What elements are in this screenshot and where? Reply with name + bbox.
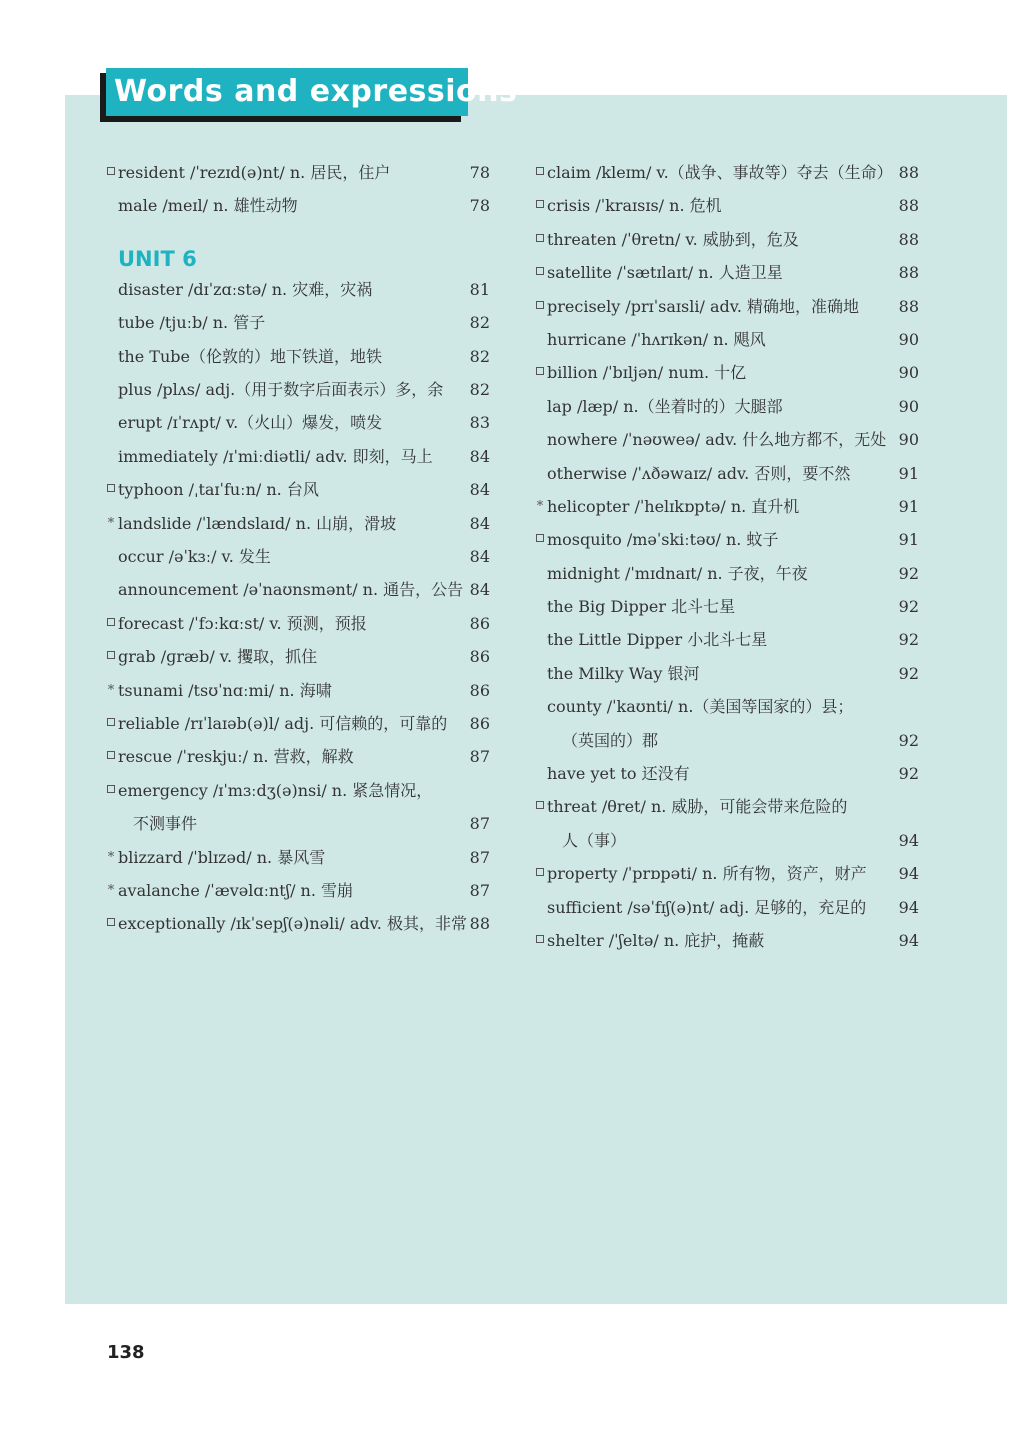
square-marker-icon <box>534 256 546 289</box>
square-marker-icon <box>534 223 546 256</box>
entry-page: 92 <box>898 597 919 617</box>
word-entry-continuation <box>534 724 919 757</box>
entry-text: helicopter /ˈhelɪkɒptə/ n. 直升机 <box>547 496 800 516</box>
word-entry <box>534 657 919 690</box>
entry-page: 92 <box>898 563 919 583</box>
star-marker-icon <box>105 841 117 875</box>
word-entry <box>105 406 490 439</box>
entry-text: rescue /ˈreskjuː/ n. 营救，解救 <box>118 747 354 767</box>
entry-text: billion /ˈbɪljən/ num. 十亿 <box>547 363 747 383</box>
entry-text: precisely /prɪˈsaɪsli/ adv. 精确地，准确地 <box>547 296 860 316</box>
entry-text: sufficient /səˈfɪʃ(ə)nt/ adj. 足够的，充足的 <box>547 897 867 917</box>
word-entry <box>534 623 919 656</box>
square-marker-icon <box>534 290 546 323</box>
entry-page: 94 <box>898 897 919 917</box>
word-entry <box>105 507 490 540</box>
entry-page: 90 <box>898 329 919 349</box>
entry-text: occur /əˈkɜː/ v. 发生 <box>118 547 271 566</box>
entry-page: 92 <box>898 764 919 784</box>
word-entry <box>534 356 919 389</box>
star-marker-icon <box>105 874 117 908</box>
entry-page: 78 <box>469 196 490 216</box>
entry-page: 82 <box>469 313 490 333</box>
entry-text: immediately /ɪˈmiːdiətli/ adv. 即刻，马上 <box>118 446 433 466</box>
entry-text: typhoon /ˌtaɪˈfuːn/ n. 台风 <box>118 480 319 500</box>
square-marker-icon <box>105 473 117 506</box>
word-entry <box>105 874 490 907</box>
word-entry <box>105 707 490 740</box>
word-entry-continuation <box>105 807 490 840</box>
square-marker-icon <box>534 790 546 823</box>
entry-page: 84 <box>469 580 490 600</box>
word-entry <box>534 189 919 222</box>
word-entry <box>534 490 919 523</box>
word-entry <box>105 306 490 339</box>
word-entry <box>534 891 919 924</box>
star-marker-icon <box>105 507 117 541</box>
word-entry <box>534 256 919 289</box>
entry-page: 92 <box>898 730 919 750</box>
entry-page: 88 <box>898 296 919 316</box>
entry-text: property /ˈprɒpəti/ n. 所有物，资产，财产 <box>547 864 867 884</box>
square-marker-icon <box>534 924 546 957</box>
entry-page: 90 <box>898 430 919 450</box>
page-number: 138 <box>107 1342 145 1363</box>
entry-text: shelter /ˈʃeltə/ n. 庇护，掩蔽 <box>547 930 765 950</box>
word-entry <box>105 156 490 189</box>
entry-page: 94 <box>898 864 919 884</box>
word-entry <box>534 423 919 456</box>
square-marker-icon <box>105 156 117 189</box>
unit-heading: UNIT 6 <box>118 247 197 272</box>
square-marker-icon <box>105 740 117 773</box>
entry-text: male /meɪl/ n. 雄性动物 <box>118 196 298 216</box>
unit-heading-row <box>105 239 490 272</box>
entry-page: 84 <box>469 446 490 466</box>
word-entry <box>105 774 490 807</box>
entry-page: 88 <box>469 914 490 934</box>
word-entry <box>105 907 490 940</box>
entry-page: 86 <box>469 647 490 667</box>
word-entry <box>105 373 490 406</box>
entry-text: satellite /ˈsætɪlaɪt/ n. 人造卫星 <box>547 263 783 283</box>
word-entry <box>534 590 919 623</box>
entry-page: 82 <box>469 380 490 400</box>
square-marker-icon <box>534 189 546 222</box>
entry-text: disaster /dɪˈzɑːstə/ n. 灾难，灾祸 <box>118 279 373 299</box>
entry-page: 83 <box>469 413 490 433</box>
word-entry <box>534 223 919 256</box>
word-entry <box>105 540 490 573</box>
entry-text: tube /tjuːb/ n. 管子 <box>118 313 266 333</box>
word-entry <box>534 523 919 556</box>
entry-text: reliable /rɪˈlaɪəb(ə)l/ adj. 可信赖的，可靠的 <box>118 713 448 733</box>
entry-page: 81 <box>469 279 490 299</box>
entry-page: 88 <box>898 263 919 283</box>
entry-page: 88 <box>898 196 919 216</box>
entry-text: announcement /əˈnaʊnsmənt/ n. 通告，公告 <box>118 580 464 600</box>
entry-text: tsunami /tsʊˈnɑːmi/ n. 海啸 <box>118 680 332 700</box>
word-entry <box>534 457 919 490</box>
entry-page: 84 <box>469 513 490 533</box>
word-entry <box>534 924 919 957</box>
entry-text: blizzard /ˈblɪzəd/ n. 暴风雪 <box>118 847 326 867</box>
entry-page: 91 <box>898 496 919 516</box>
entry-page: 86 <box>469 713 490 733</box>
left-word-list <box>105 156 490 941</box>
entry-text: resident /ˈrezɪd(ə)nt/ n. 居民，住户 <box>118 163 391 182</box>
square-marker-icon <box>105 707 117 740</box>
word-entry <box>534 790 919 823</box>
entry-text: landslide /ˈlændslaɪd/ n. 山崩，滑坡 <box>118 513 397 533</box>
word-entry <box>105 573 490 606</box>
star-marker-icon <box>534 490 546 524</box>
entry-text: 不测事件 <box>133 814 198 834</box>
entry-page: 84 <box>469 480 490 500</box>
right-word-list <box>534 156 919 957</box>
page-title: Words and expressions <box>114 74 518 109</box>
entry-text: the Milky Way 银河 <box>547 663 700 683</box>
entry-page: 91 <box>898 530 919 550</box>
entry-text: lap /læp/ n.（坐着时的）大腿部 <box>547 396 783 416</box>
entry-text: exceptionally /ɪkˈsepʃ(ə)nəli/ adv. 极其，非常 <box>118 914 467 934</box>
word-entry <box>534 323 919 356</box>
word-entry <box>534 557 919 590</box>
entry-page: 90 <box>898 396 919 416</box>
entry-text: hurricane /ˈhʌrɪkən/ n. 飓风 <box>547 329 766 349</box>
word-entry <box>105 640 490 673</box>
entry-text: （英国的）郡 <box>562 730 659 750</box>
entry-page: 86 <box>469 680 490 700</box>
word-entry <box>105 340 490 373</box>
entry-page: 78 <box>469 163 490 182</box>
entry-page: 90 <box>898 363 919 383</box>
word-entry <box>534 390 919 423</box>
square-marker-icon <box>105 774 117 807</box>
square-marker-icon <box>534 156 546 189</box>
word-entry-continuation <box>534 824 919 857</box>
entry-text: county /ˈkaʊnti/ n.（美国等国家的）县； <box>547 697 854 717</box>
entry-page: 87 <box>469 747 490 767</box>
entry-text: nowhere /ˈnəʊweə/ adv. 什么地方都不，无处 <box>547 430 887 450</box>
word-entry <box>534 757 919 790</box>
entry-page: 94 <box>898 830 919 850</box>
entry-text: the Big Dipper 北斗七星 <box>547 597 736 617</box>
word-entry <box>534 857 919 890</box>
word-entry <box>534 690 919 723</box>
entry-page: 87 <box>469 880 490 900</box>
entry-page: 92 <box>898 663 919 683</box>
entry-text: have yet to 还没有 <box>547 764 690 784</box>
entry-page: 87 <box>469 814 490 834</box>
entry-page: 84 <box>469 547 490 566</box>
entry-page: 87 <box>469 847 490 867</box>
word-entry <box>105 607 490 640</box>
word-entry <box>105 273 490 306</box>
entry-page: 82 <box>469 346 490 366</box>
entry-page: 88 <box>898 163 919 182</box>
entry-page: 94 <box>898 930 919 950</box>
entry-text: grab /ɡræb/ v. 攫取，抓住 <box>118 647 318 667</box>
entry-text: the Little Dipper 小北斗七星 <box>547 630 768 650</box>
entry-text: otherwise /ˈʌðəwaɪz/ adv. 否则，要不然 <box>547 463 851 483</box>
entry-text: avalanche /ˈævəlɑːntʃ/ n. 雪崩 <box>118 880 354 900</box>
word-entry <box>534 290 919 323</box>
square-marker-icon <box>105 640 117 673</box>
word-entry <box>105 740 490 773</box>
entry-text: forecast /ˈfɔːkɑːst/ v. 预测，预报 <box>118 613 367 633</box>
entry-text: threat /θret/ n. 威胁，可能会带来危险的 <box>547 797 848 817</box>
entry-page: 92 <box>898 630 919 650</box>
entry-text: 人（事） <box>562 830 627 850</box>
entry-text: claim /kleɪm/ v.（战争、事故等）夺去（生命） <box>547 163 893 182</box>
word-entry <box>105 674 490 707</box>
entry-page: 88 <box>898 229 919 249</box>
square-marker-icon <box>105 607 117 640</box>
square-marker-icon <box>534 857 546 890</box>
entry-text: midnight /ˈmɪdnaɪt/ n. 子夜，午夜 <box>547 563 808 583</box>
entry-text: mosquito /məˈskiːtəʊ/ n. 蚊子 <box>547 530 779 550</box>
word-entry <box>105 189 490 239</box>
word-entry <box>105 841 490 874</box>
square-marker-icon <box>105 907 117 940</box>
title-box <box>106 68 518 116</box>
entry-text: erupt /ɪˈrʌpt/ v.（火山）爆发，喷发 <box>118 413 383 433</box>
star-marker-icon <box>105 674 117 708</box>
square-marker-icon <box>534 523 546 556</box>
entry-page: 91 <box>898 463 919 483</box>
entry-text: emergency /ɪˈmɜːdʒ(ə)nsi/ n. 紧急情况， <box>118 780 433 800</box>
word-entry <box>105 440 490 473</box>
entry-page: 86 <box>469 613 490 633</box>
entry-text: the Tube（伦敦的）地下铁道，地铁 <box>118 346 382 366</box>
square-marker-icon <box>534 356 546 389</box>
word-entry <box>534 156 919 189</box>
entry-text: plus /plʌs/ adj.（用于数字后面表示）多，余 <box>118 380 444 400</box>
entry-text: crisis /ˈkraɪsɪs/ n. 危机 <box>547 196 722 216</box>
word-entry <box>105 473 490 506</box>
entry-text: threaten /ˈθretn/ v. 威胁到，危及 <box>547 229 799 249</box>
